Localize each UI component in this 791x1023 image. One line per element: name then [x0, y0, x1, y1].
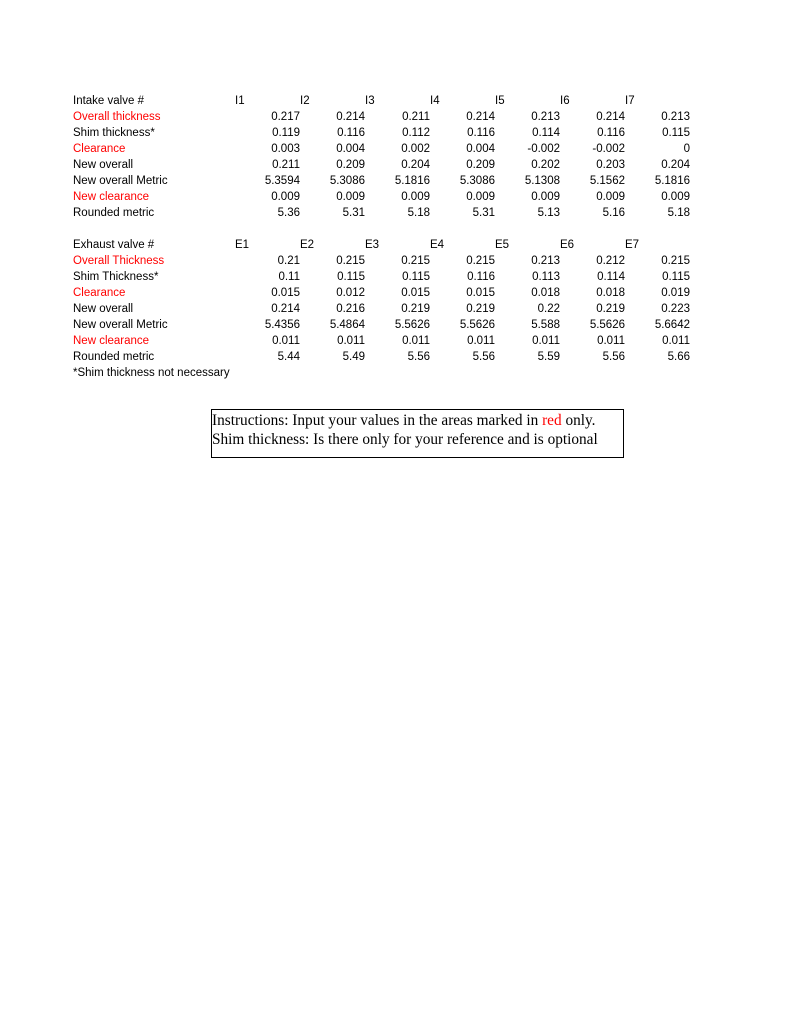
intake-row-label: New clearance [73, 191, 150, 203]
exhaust-cell: 5.56 [602, 351, 625, 363]
exhaust-cell[interactable]: 0.215 [466, 255, 495, 267]
exhaust-cell[interactable]: 0.011 [402, 335, 430, 347]
exhaust-row [73, 349, 690, 365]
exhaust-cell: 5.588 [531, 319, 560, 331]
exhaust-cell: 0.219 [466, 303, 495, 315]
section-spacer [73, 221, 690, 237]
exhaust-cell: 5.5626 [589, 319, 625, 331]
intake-cell: 5.1308 [524, 175, 560, 187]
intake-row-label: Rounded metric [73, 207, 155, 219]
exhaust-cell[interactable]: 0.011 [597, 335, 625, 347]
exhaust-cell: 5.4864 [329, 319, 365, 331]
intake-cell[interactable]: 0.213 [661, 111, 690, 123]
exhaust-row-label: Rounded metric [73, 351, 155, 363]
intake-row-label: Clearance [73, 143, 126, 155]
exhaust-column-header: E2 [300, 239, 315, 251]
exhaust-cell[interactable]: 0.011 [337, 335, 365, 347]
intake-cell: 5.3594 [264, 175, 300, 187]
intake-cell[interactable]: 0.009 [401, 191, 430, 203]
exhaust-cell: 0.219 [401, 303, 430, 315]
exhaust-column-header: E3 [365, 239, 380, 251]
exhaust-cell[interactable]: 0.015 [271, 287, 300, 299]
intake-cell: 5.18 [407, 207, 430, 219]
exhaust-cell: 0.115 [337, 271, 365, 283]
exhaust-cell: 5.66 [667, 351, 690, 363]
intake-cell[interactable]: 0.214 [466, 111, 495, 123]
intake-cell: 0.204 [401, 159, 430, 171]
intake-cell: 5.16 [602, 207, 625, 219]
exhaust-cell: 0.11 [278, 271, 300, 283]
exhaust-cell: 5.5626 [394, 319, 430, 331]
exhaust-cell[interactable]: 0.015 [466, 287, 495, 299]
exhaust-cell: 0.116 [467, 271, 495, 283]
exhaust-column-header: E4 [430, 239, 445, 251]
intake-cell: 0.203 [596, 159, 625, 171]
exhaust-cell[interactable]: 0.018 [596, 287, 625, 299]
intake-column-header: I6 [560, 95, 570, 107]
exhaust-cell[interactable]: 0.018 [531, 287, 560, 299]
exhaust-cell[interactable]: 0.011 [467, 335, 495, 347]
instructions-line-1 [212, 411, 623, 430]
exhaust-cell: 5.56 [472, 351, 495, 363]
intake-cell[interactable]: 0.213 [531, 111, 560, 123]
exhaust-cell: 0.114 [597, 271, 625, 283]
instructions-line-2: Shim thickness: Is there only for your reference and is optional [212, 431, 598, 448]
intake-cell[interactable]: 0.004 [336, 143, 365, 155]
exhaust-cell: 0.216 [336, 303, 365, 315]
intake-cell[interactable]: 0.009 [466, 191, 495, 203]
instructions-text-end: only. [561, 412, 596, 429]
exhaust-row [73, 285, 690, 301]
intake-column-header: I7 [625, 95, 635, 107]
intake-column-header: I2 [300, 95, 310, 107]
exhaust-cell[interactable]: 0.015 [401, 287, 430, 299]
intake-row-label: New overall [73, 159, 134, 171]
intake-cell[interactable]: 0.009 [596, 191, 625, 203]
intake-cell[interactable]: 0.009 [531, 191, 560, 203]
exhaust-cell[interactable]: 0.215 [401, 255, 430, 267]
exhaust-column-header: E1 [235, 239, 250, 251]
exhaust-row-label: Overall Thickness [73, 255, 165, 267]
intake-row [73, 173, 690, 189]
exhaust-cell: 0.219 [596, 303, 625, 315]
exhaust-cell[interactable]: 0.012 [336, 287, 365, 299]
exhaust-cell: 5.4356 [264, 319, 300, 331]
exhaust-cell[interactable]: 0.011 [532, 335, 560, 347]
intake-cell: 5.1816 [394, 175, 430, 187]
exhaust-row [73, 301, 690, 317]
intake-cell[interactable]: 0.009 [661, 191, 690, 203]
intake-cell[interactable]: -0.002 [592, 143, 625, 155]
exhaust-cell: 5.6642 [654, 319, 690, 331]
exhaust-cell[interactable]: 0.213 [531, 255, 560, 267]
intake-row-label: Overall thickness [73, 111, 161, 123]
intake-column-header: I4 [430, 95, 440, 107]
intake-cell[interactable]: 0.214 [336, 111, 365, 123]
exhaust-column-header: E6 [560, 239, 575, 251]
exhaust-cell: 0.223 [661, 303, 690, 315]
exhaust-cell[interactable]: 0.019 [661, 287, 690, 299]
exhaust-cell: 5.56 [407, 351, 430, 363]
intake-cell: 0.202 [531, 159, 560, 171]
intake-cell[interactable]: -0.002 [527, 143, 560, 155]
exhaust-header-row [73, 237, 690, 253]
intake-row [73, 205, 690, 221]
exhaust-cell[interactable]: 0.212 [596, 255, 625, 267]
exhaust-header-label: Exhaust valve # [73, 239, 155, 251]
exhaust-cell[interactable]: 0.21 [277, 255, 300, 267]
intake-cell: 0.114 [532, 127, 560, 139]
exhaust-row [73, 333, 690, 349]
intake-cell: 5.13 [537, 207, 560, 219]
exhaust-row-label: New clearance [73, 335, 150, 347]
intake-cell[interactable]: 0.009 [336, 191, 365, 203]
intake-header-label: Intake valve # [73, 95, 144, 107]
intake-cell: 0.204 [661, 159, 690, 171]
intake-row [73, 189, 690, 205]
exhaust-cell: 5.44 [277, 351, 300, 363]
intake-cell[interactable]: 0 [683, 143, 690, 155]
exhaust-column-header: E5 [495, 239, 510, 251]
intake-column-header: I5 [495, 95, 505, 107]
intake-row-label: Shim thickness* [73, 127, 155, 139]
valve-table [73, 93, 690, 365]
intake-cell: 0.116 [597, 127, 625, 139]
intake-cell: 0.209 [336, 159, 365, 171]
intake-cell: 5.3086 [459, 175, 495, 187]
exhaust-cell[interactable]: 0.215 [661, 255, 690, 267]
intake-cell: 0.211 [272, 159, 300, 171]
exhaust-column-header: E7 [625, 239, 640, 251]
intake-row [73, 109, 690, 125]
valve-spreadsheet [73, 93, 690, 381]
exhaust-cell: 0.22 [537, 303, 560, 315]
intake-column-header: I3 [365, 95, 375, 107]
intake-cell: 5.31 [472, 207, 495, 219]
intake-cell: 0.116 [337, 127, 365, 139]
valve-table-body [73, 93, 690, 365]
intake-cell: 0.112 [402, 127, 430, 139]
intake-cell[interactable]: 0.002 [401, 143, 430, 155]
intake-cell[interactable]: 0.214 [596, 111, 625, 123]
exhaust-cell: 0.115 [402, 271, 430, 283]
intake-cell: 0.115 [662, 127, 690, 139]
instructions-red-word: red [542, 412, 562, 429]
intake-column-header: I1 [235, 95, 245, 107]
instructions-box [211, 409, 624, 458]
exhaust-cell[interactable]: 0.011 [272, 335, 300, 347]
exhaust-cell: 5.49 [342, 351, 365, 363]
exhaust-row-label: Shim Thickness* [73, 271, 159, 283]
footnote: *Shim thickness not necessary [73, 367, 230, 379]
intake-cell[interactable]: 0.009 [271, 191, 300, 203]
exhaust-row-label: Clearance [73, 287, 126, 299]
exhaust-cell: 5.59 [537, 351, 560, 363]
intake-cell[interactable]: 0.003 [271, 143, 300, 155]
intake-cell: 0.116 [467, 127, 495, 139]
intake-cell: 0.209 [466, 159, 495, 171]
spacer-cell [73, 221, 690, 237]
exhaust-row [73, 269, 690, 285]
intake-cell: 5.1562 [589, 175, 625, 187]
intake-cell[interactable]: 0.004 [466, 143, 495, 155]
exhaust-row-label: New overall Metric [73, 319, 168, 331]
exhaust-cell: 0.115 [662, 271, 690, 283]
intake-cell: 5.1816 [654, 175, 690, 187]
exhaust-row-label: New overall [73, 303, 134, 315]
intake-cell: 5.3086 [329, 175, 365, 187]
exhaust-cell: 0.214 [271, 303, 300, 315]
exhaust-cell: 0.113 [532, 271, 560, 283]
intake-cell: 5.31 [342, 207, 365, 219]
intake-row [73, 125, 690, 141]
intake-row [73, 157, 690, 173]
exhaust-cell[interactable]: 0.215 [336, 255, 365, 267]
instructions-text: Instructions: Input your values in the areas marked in [212, 412, 543, 429]
intake-cell: 5.36 [277, 207, 300, 219]
intake-row-label: New overall Metric [73, 175, 168, 187]
exhaust-row [73, 317, 690, 333]
intake-header-row [73, 93, 690, 109]
intake-row [73, 141, 690, 157]
intake-cell: 0.119 [272, 127, 300, 139]
intake-cell: 5.18 [667, 207, 690, 219]
exhaust-cell: 5.5626 [459, 319, 495, 331]
exhaust-cell[interactable]: 0.011 [662, 335, 690, 347]
intake-cell[interactable]: 0.217 [271, 111, 300, 123]
intake-cell[interactable]: 0.211 [402, 111, 430, 123]
exhaust-row [73, 253, 690, 269]
